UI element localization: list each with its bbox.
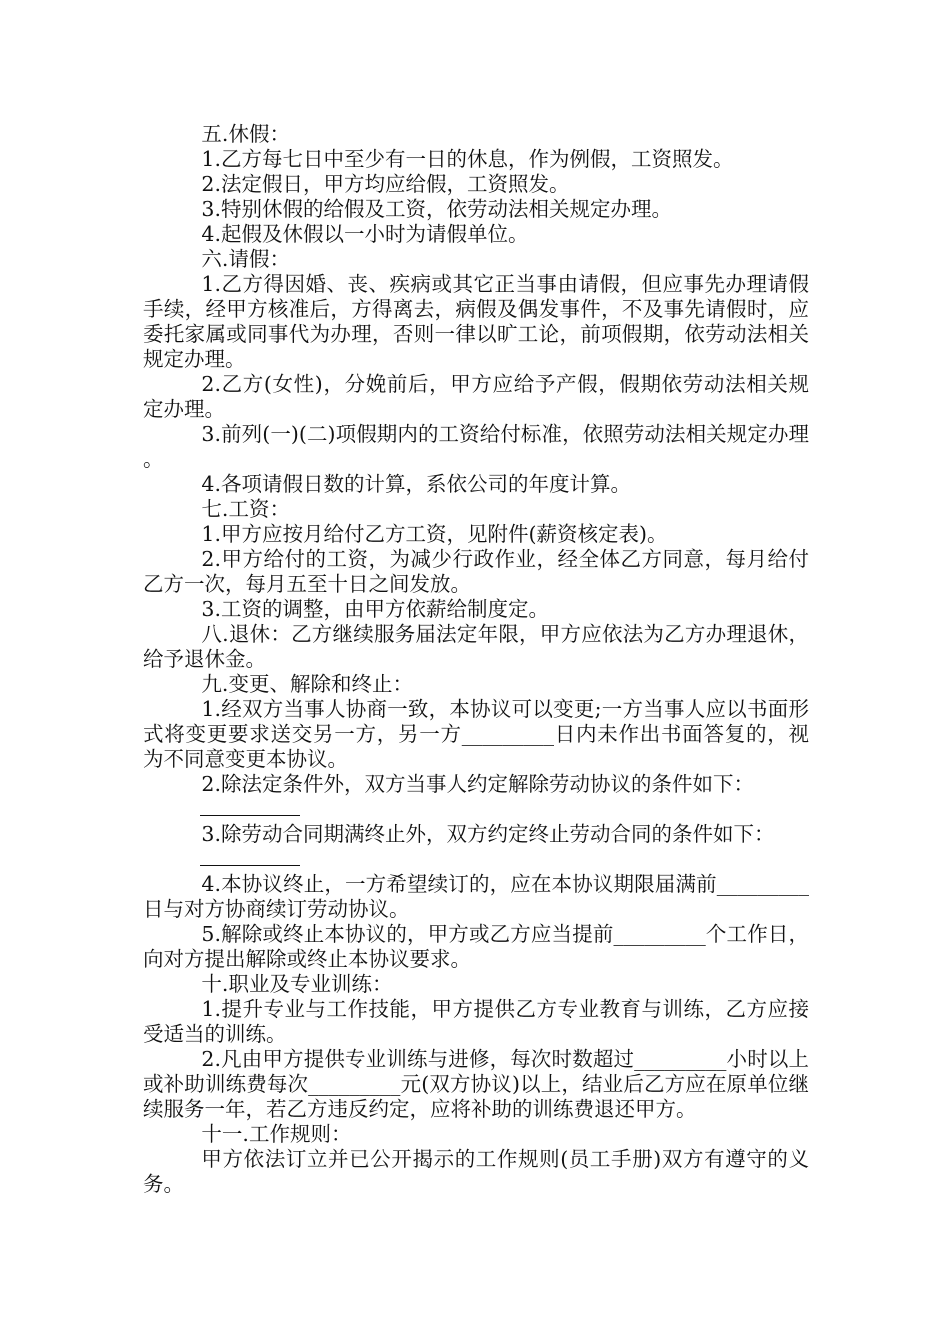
paragraph: 3.工资的调整，由甲方依薪给制度定。 — [201, 597, 549, 621]
paragraph: 2.法定假日，甲方均应给假，工资照发。 — [201, 172, 570, 196]
paragraph: 2.乙方(女性)，分娩前后，甲方应给予产假，假期依劳动法相关规定办理。 — [143, 372, 809, 421]
paragraph: 甲方依法订立并已公开揭示的工作规则(员工手册)双方有遵守的义务。 — [143, 1147, 809, 1196]
section-heading-work-rules: 十一.工作规则： — [201, 1122, 352, 1146]
paragraph: 1.乙方得因婚、丧、疾病或其它正当事由请假，但应事先办理请假手续，经甲方核准后，方得离去，病假及偶发事件，不及事先请假时，应委托家属或同事代为办理，否则一律以旷工论，前项假期，依劳动法相关规定办理。 — [143, 272, 809, 371]
paragraph: 4.各项请假日数的计算，系依公司的年度计算。 — [201, 472, 631, 496]
document-body — [143, 122, 809, 1197]
paragraph: 1.甲方应按月给付乙方工资，见附件(薪资核定表)。 — [201, 522, 668, 546]
blank-underline — [200, 848, 300, 866]
section-heading-leave: 六.请假： — [201, 247, 290, 271]
paragraph: 3.除劳动合同期满终止外，双方约定终止劳动合同的条件如下： — [201, 822, 775, 846]
paragraph: 2.甲方给付的工资，为减少行政作业，经全体乙方同意，每月给付乙方一次，每月五至十日之间发放。 — [143, 547, 809, 596]
paragraph: 2.除法定条件外，双方当事人约定解除劳动协议的条件如下： — [201, 772, 754, 796]
section-heading-termination: 九.变更、解除和终止： — [201, 672, 413, 696]
fill-in-blank-line — [143, 797, 809, 822]
section-heading-training: 十.职业及专业训练： — [201, 972, 393, 996]
paragraph: 4.起假及休假以一小时为请假单位。 — [201, 222, 529, 246]
paragraph: 1.经双方当事人协商一致，本协议可以变更;一方当事人应以书面形式将变更要求送交另一方，另一方_________日内未作出书面答复的，视为不同意变更本协议。 — [143, 697, 809, 771]
paragraph: 5.解除或终止本协议的，甲方或乙方应当提前_________个工作日，向对方提出解除或终止本协议要求。 — [143, 922, 809, 971]
paragraph: 3.特别休假的给假及工资，依劳动法相关规定办理。 — [201, 197, 672, 221]
paragraph: 1.提升专业与工作技能，甲方提供乙方专业教育与训练，乙方应接受适当的训练。 — [143, 997, 809, 1046]
paragraph: 1.乙方每七日中至少有一日的休息，作为例假，工资照发。 — [201, 147, 734, 171]
blank-underline — [200, 798, 300, 816]
paragraph: 4.本协议终止，一方希望续订的，应在本协议期限届满前_________日与对方协商续订劳动协议。 — [143, 872, 809, 921]
fill-in-blank-line — [143, 847, 809, 872]
paragraph: 2.凡由甲方提供专业训练与进修，每次时数超过_________小时以上或补助训练费每次_________元(双方协议)以上，结业后乙方应在原单位继续服务一年，若乙方违反约定，应将补助的训练费退还甲方。 — [143, 1047, 809, 1121]
section-heading-wages: 七.工资： — [201, 497, 290, 521]
section-heading-retirement: 八.退休：乙方继续服务届法定年限，甲方应依法为乙方办理退休，给予退休金。 — [143, 622, 809, 671]
paragraph: 3.前列(一)(二)项假期内的工资给付标准，依照劳动法相关规定办理。 — [143, 422, 809, 471]
section-heading-vacation: 五.休假： — [201, 122, 290, 146]
